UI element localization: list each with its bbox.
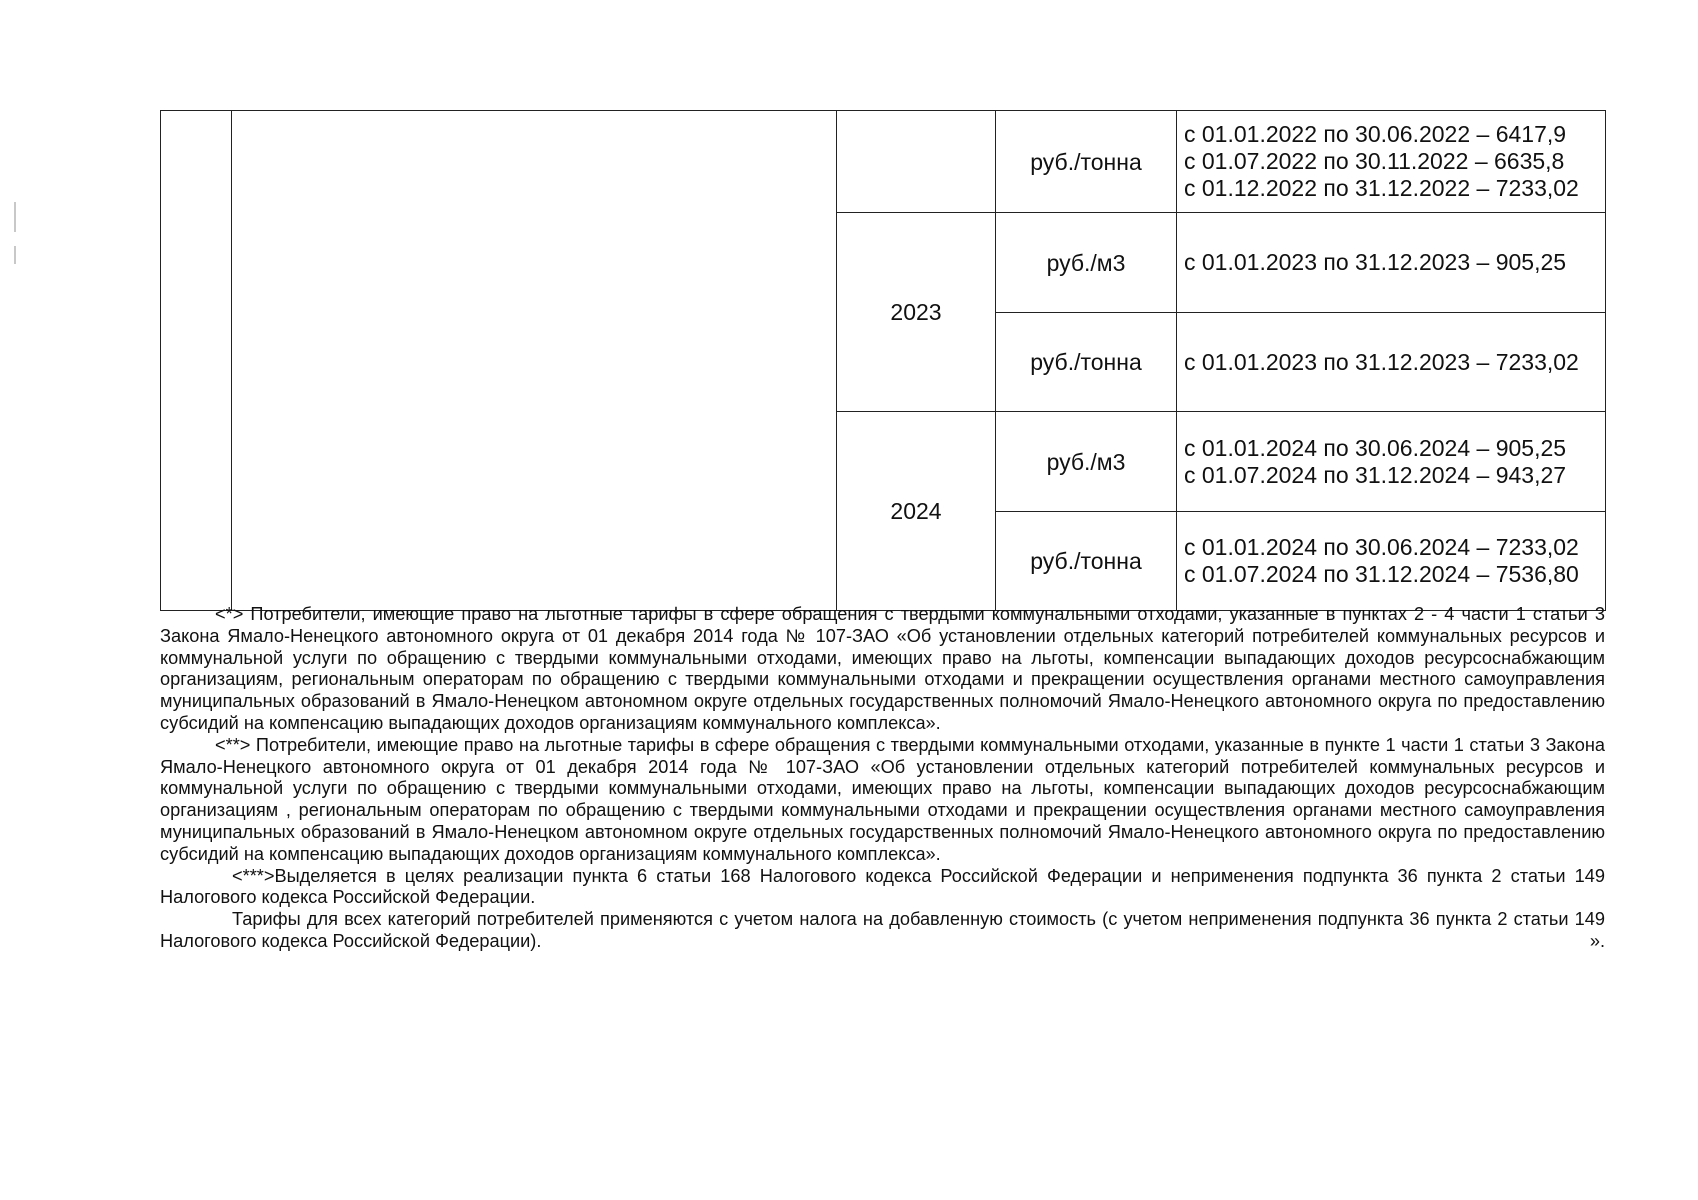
tariff-value: с 01.01.2024 по 30.06.2024 – 905,25: [1184, 434, 1567, 461]
category-cell: [232, 111, 837, 611]
unit-cell: руб./м3: [996, 213, 1177, 313]
tariff-value: с 01.07.2024 по 31.12.2024 – 7536,80: [1184, 561, 1579, 587]
scan-artifact: [14, 202, 16, 232]
unit-cell: руб./тонна: [996, 111, 1177, 213]
tariff-values-cell: [1177, 512, 1606, 611]
unit-cell: руб./тонна: [996, 313, 1177, 412]
closing-quote: ».: [1589, 930, 1605, 951]
footnotes: [160, 604, 1605, 953]
tariff-value: с 01.12.2022 по 31.12.2022 – 7233,02: [1184, 175, 1579, 201]
tariff-value: с 01.01.2024 по 30.06.2024 – 7233,02: [1184, 534, 1579, 560]
year-cell: 2024: [837, 412, 996, 611]
unit-cell: руб./м3: [996, 412, 1177, 512]
vat-note: Тарифы для всех категорий потребителей применяются с учетом налога на добавленную стоимость (с учетом неприменения подпункта 36 пункта 2 статьи 149 Налогового кодекса Российской Федерации).: [160, 909, 1605, 951]
tariff-value: с 01.01.2023 по 31.12.2023 – 905,25: [1184, 249, 1567, 275]
tariff-values-cell: [1177, 111, 1606, 213]
tariff-value: с 01.07.2022 по 30.11.2022 – 6635,8: [1184, 148, 1565, 174]
unit-cell: руб./тонна: [996, 512, 1177, 611]
footnote-1: <*> Потребители, имеющие право на льготные тарифы в сфере обращения с твердыми коммунальными отходами, указанные в пунктах 2 - 4 части 1 статьи 3 Закона Ямало-Ненецкого автономного округа от 01 декабря 2014 года № 107-ЗАО «Об установлении отдельных категорий потребителей коммунальных ресурсов и коммунальной услуги по обращению с твердыми коммунальными отходами, имеющих право на льготы, компенсации выпадающих доходов ресурсоснабжающим организациям, региональным операторам по обращению с твердыми коммунальными отходами и прекращении осуществления органами местного самоуправления муниципальных образований в Ямало-Ненецком автономном округе отдельных государственных полномочий Ямало-Ненецкого автономного округа по предоставлению субсидий на компенсацию выпадающих доходов организациям коммунального комплекса».: [160, 604, 1605, 733]
year-cell: [837, 111, 996, 213]
tariff-values-cell: [1177, 313, 1606, 412]
scan-artifact: [14, 246, 16, 264]
tariff-table: [160, 110, 1606, 611]
tariff-value: с 01.01.2023 по 31.12.2023 – 7233,02: [1184, 348, 1579, 375]
tariff-values-cell: [1177, 213, 1606, 313]
tariff-value: с 01.01.2022 по 30.06.2022 – 6417,9: [1184, 121, 1567, 147]
tariff-value: с 01.07.2024 по 31.12.2024 – 943,27: [1184, 461, 1567, 488]
table-row: [161, 111, 1606, 213]
tariff-values-cell: [1177, 412, 1606, 512]
year-cell: 2023: [837, 213, 996, 412]
footnote-2: <**> Потребители, имеющие право на льготные тарифы в сфере обращения с твердыми коммунальными отходами, указанные в пункте 1 части 1 статьи 3 Закона Ямало-Ненецкого автономного округа от 01 декабря 2014 года № 107-ЗАО «Об установлении отдельных категорий потребителей коммунальных ресурсов и коммунальной услуги по обращению с твердыми коммунальными отходами, имеющих право на льготы, компенсации выпадающих доходов ресурсоснабжающим организациям , региональным операторам по обращению с твердыми коммунальными отходами и прекращении осуществления органами местного самоуправления муниципальных образований в Ямало-Ненецком автономном округе отдельных государственных полномочий Ямало-Ненецкого автономного округа по предоставлению субсидий на компенсацию выпадающих доходов организациям коммунального комплекса».: [160, 734, 1605, 864]
footnote-3: <***>Выделяется в целях реализации пункта 6 статьи 168 Налогового кодекса Российской Федерации и неприменения подпункта 36 пункта 2 статьи 149 Налогового кодекса Российской Федерации.: [160, 865, 1605, 908]
number-cell: [161, 111, 232, 611]
